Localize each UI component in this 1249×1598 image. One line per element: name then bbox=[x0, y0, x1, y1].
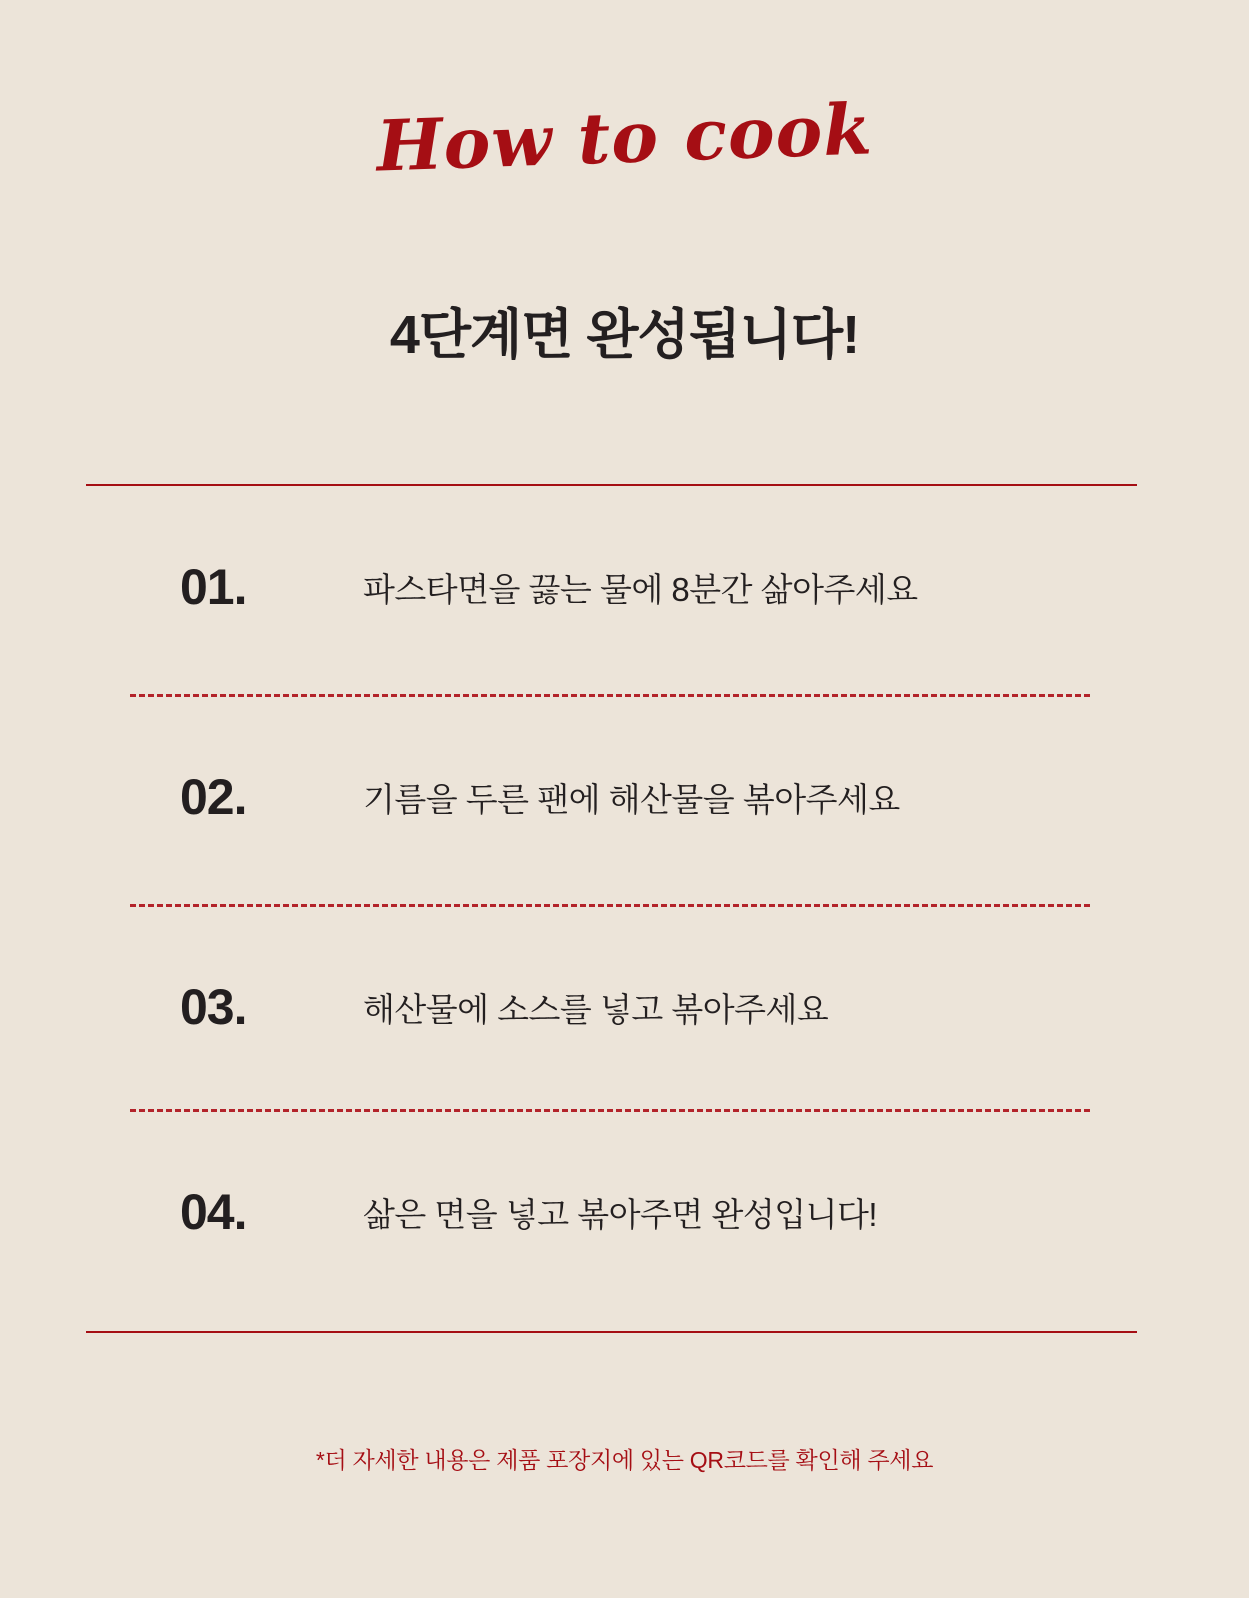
page-title-script: How to cook bbox=[375, 87, 874, 188]
divider-bottom bbox=[86, 1331, 1137, 1333]
list-item bbox=[0, 1159, 1249, 1265]
list-item bbox=[0, 744, 1249, 850]
list-item bbox=[0, 534, 1249, 640]
divider-dashed bbox=[130, 694, 1090, 697]
step-number: 01. bbox=[180, 559, 247, 615]
step-number: 04. bbox=[180, 1184, 247, 1240]
divider-dashed bbox=[130, 904, 1090, 907]
list-item bbox=[0, 954, 1249, 1060]
step-number: 02. bbox=[180, 769, 247, 825]
step-text: 해산물에 소스를 넣고 볶아주세요 bbox=[363, 990, 829, 1028]
footnote-text: *더 자세한 내용은 제품 포장지에 있는 QR코드를 확인해 주세요 bbox=[315, 1447, 934, 1473]
divider-top bbox=[86, 484, 1137, 486]
page-subtitle: 4단계면 완성됩니다! bbox=[389, 305, 860, 365]
step-text: 파스타면을 끓는 물에 8분간 삶아주세요 bbox=[363, 570, 918, 608]
step-text: 기름을 두른 팬에 해산물을 볶아주세요 bbox=[363, 780, 900, 818]
step-number: 03. bbox=[180, 979, 247, 1035]
step-text: 삶은 면을 넣고 볶아주면 완성입니다! bbox=[363, 1195, 878, 1233]
divider-dashed bbox=[130, 1109, 1090, 1112]
